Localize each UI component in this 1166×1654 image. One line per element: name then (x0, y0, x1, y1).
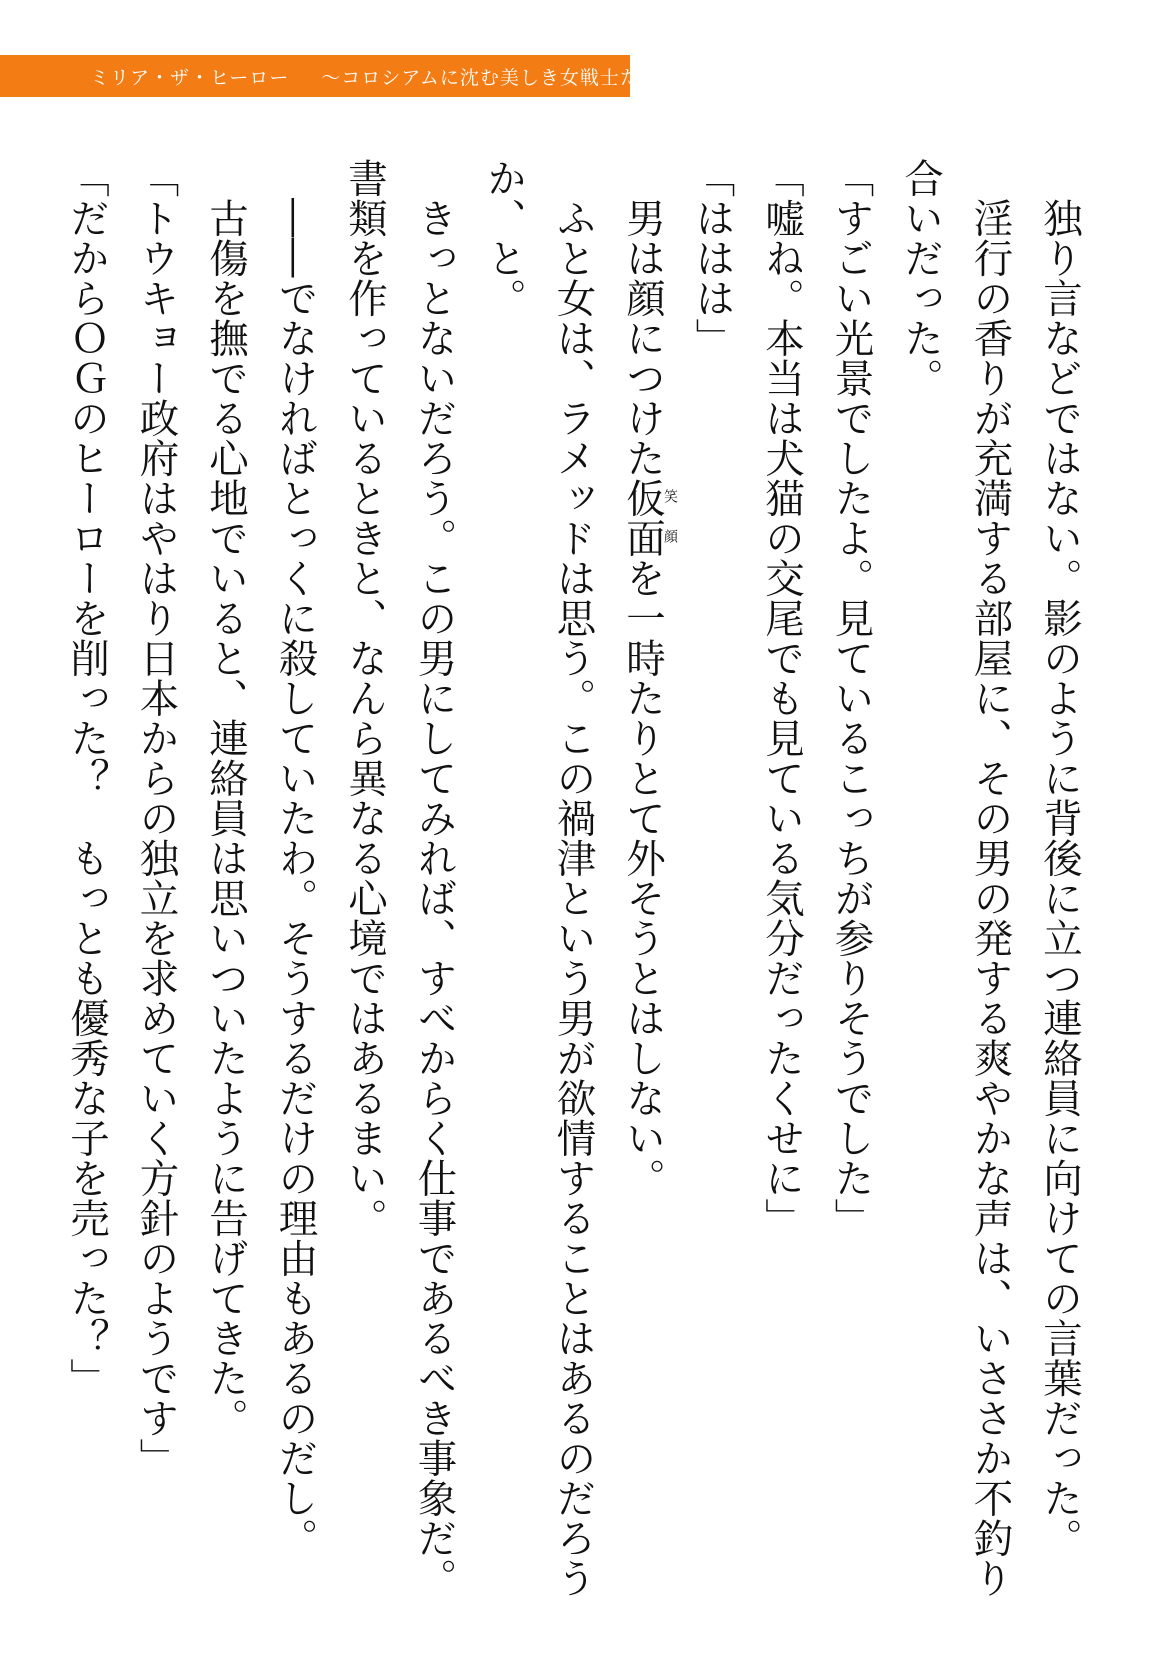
ruby-reading: 笑顔 (662, 478, 678, 558)
ruby-line-before: 男は顔につけた (620, 158, 666, 478)
paragraph: 淫行の香りが充満する部屋に、その男の発する爽やかな声は、いささか不釣り合いだった。 (898, 158, 1014, 1598)
paragraph: ふと女は、ラメッドは思う。この禍津という男が欲情することはあるのだろうか、と。 (481, 158, 597, 1598)
paragraph: きっとないだろう。この男にしてみれば、すべからく仕事であるべき事象だ。書類を作っているときと、なんら異なる心境ではあるまい。 (342, 158, 458, 1598)
vertical-text-body (64, 158, 1094, 1598)
dialogue-line: 「だからＯＧのヒーローを削った？ もっとも優秀な子を売った？」 (64, 158, 110, 1398)
book-subtitle: ～コロシアムに沈む美しき女戦士たち～ (321, 66, 680, 89)
ruby-base: 仮面 (620, 478, 666, 558)
running-header (0, 55, 680, 97)
paragraph: 独り言などではない。影のように背後に立つ連絡員に向けての言葉だった。 (1037, 158, 1083, 1558)
dialogue-line: 「トウキョー政府はやはり日本からの独立を求めていく方針のようです」 (133, 158, 180, 1478)
dialogue-line: 「ははは」 (689, 158, 736, 358)
dialogue-line: 「嘘ね。本当は犬猫の交尾でも見ている気分だったくせに」 (759, 158, 805, 1238)
paragraph-with-ruby (608, 158, 678, 1598)
book-title: ミリア・ザ・ヒーロー (90, 66, 290, 89)
dialogue-line: 「すごい光景でしたよ。見ているこっちが参りそうでした」 (828, 158, 875, 1238)
paragraph: 古傷を撫でる心地でいると、連絡員は思いついたように告げてきた。 (203, 158, 249, 1438)
ruby-line-after: を一時たりとて外そうとはしない。 (620, 558, 666, 1198)
paragraph: ――でなければとっくに殺していたわ。そうするだけの理由もあるのだし。 (272, 158, 319, 1558)
ruby-annotation (620, 478, 678, 558)
